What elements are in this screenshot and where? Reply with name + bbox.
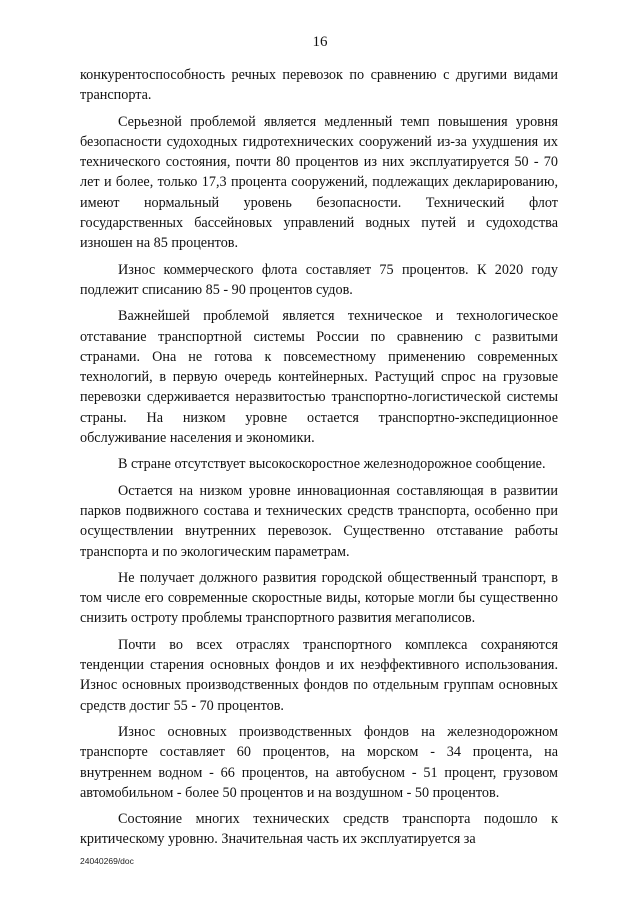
paragraph-10: Состояние многих технических средств транспорта подошло к критическому уровню. Значительная часть их эксплуатируется за <box>80 811 558 848</box>
paragraph-1: конкурентоспособность речных перевозок по сравнению с другими видами транспорта. <box>80 67 558 104</box>
paragraph-2: Серьезной проблемой является медленный темп повышения уровня безопасности судоходных гидротехнических сооружений из-за ухудшения их технического состояния, почти 80 процентов из них эксплуатируется 50 - 70 лет и более, только 17,3 процента сооружений, подлежащих декларированию, имеют нормальный уровень безопасности. Технический флот государственных бассейновых управлений водных путей и судоходства изношен на 85 процентов. <box>80 113 558 252</box>
paragraph-6: Остается на низком уровне инновационная составляющая в развитии парков подвижного состава и технических средств транспорта, особенно при осуществлении внутренних перевозок. Существенно отставание работы транспорта и по экологическим параметрам. <box>80 482 558 560</box>
page-number: 16 <box>312 34 328 50</box>
document-footer-code: 24040269/doc <box>80 856 134 866</box>
paragraph-8: Почти во всех отраслях транспортного комплекса сохраняются тенденции старения основных фондов и их неэффективного использования. Износ основных производственных фондов по отдельным группам основных средств достиг 55 - 70 процентов. <box>80 636 558 714</box>
document-body <box>80 65 558 856</box>
paragraph-5: В стране отсутствует высокоскоростное железнодорожное сообщение. <box>118 456 546 473</box>
paragraph-3: Износ коммерческого флота составляет 75 процентов. К 2020 году подлежит списанию 85 - 90 процентов судов. <box>80 261 558 298</box>
paragraph-9: Износ основных производственных фондов на железнодорожном транспорте составляет 60 процентов, на морском - 34 процента, на внутреннем водном - 66 процентов, на автобусном - 51 процент, грузовом автомобильном - более 50 процентов и на воздушном - 50 процентов. <box>80 723 558 801</box>
paragraph-4: Важнейшей проблемой является техническое и технологическое отставание транспортной системы России по сравнению с развитыми странами. Она не готова к повсеместному применению современных технологий, в первую очередь контейнерных. Растущий спрос на грузовые перевозки сдерживается неразвитостью транспортно-логистической системы страны. На низком уровне остается транспортно-экспедиционное обслуживание населения и экономики. <box>80 308 558 447</box>
paragraph-7: Не получает должного развития городской общественный транспорт, в том числе его современные скоростные виды, которые могли бы существенно снизить остроту проблемы транспортного развития мегаполисов. <box>80 569 558 627</box>
